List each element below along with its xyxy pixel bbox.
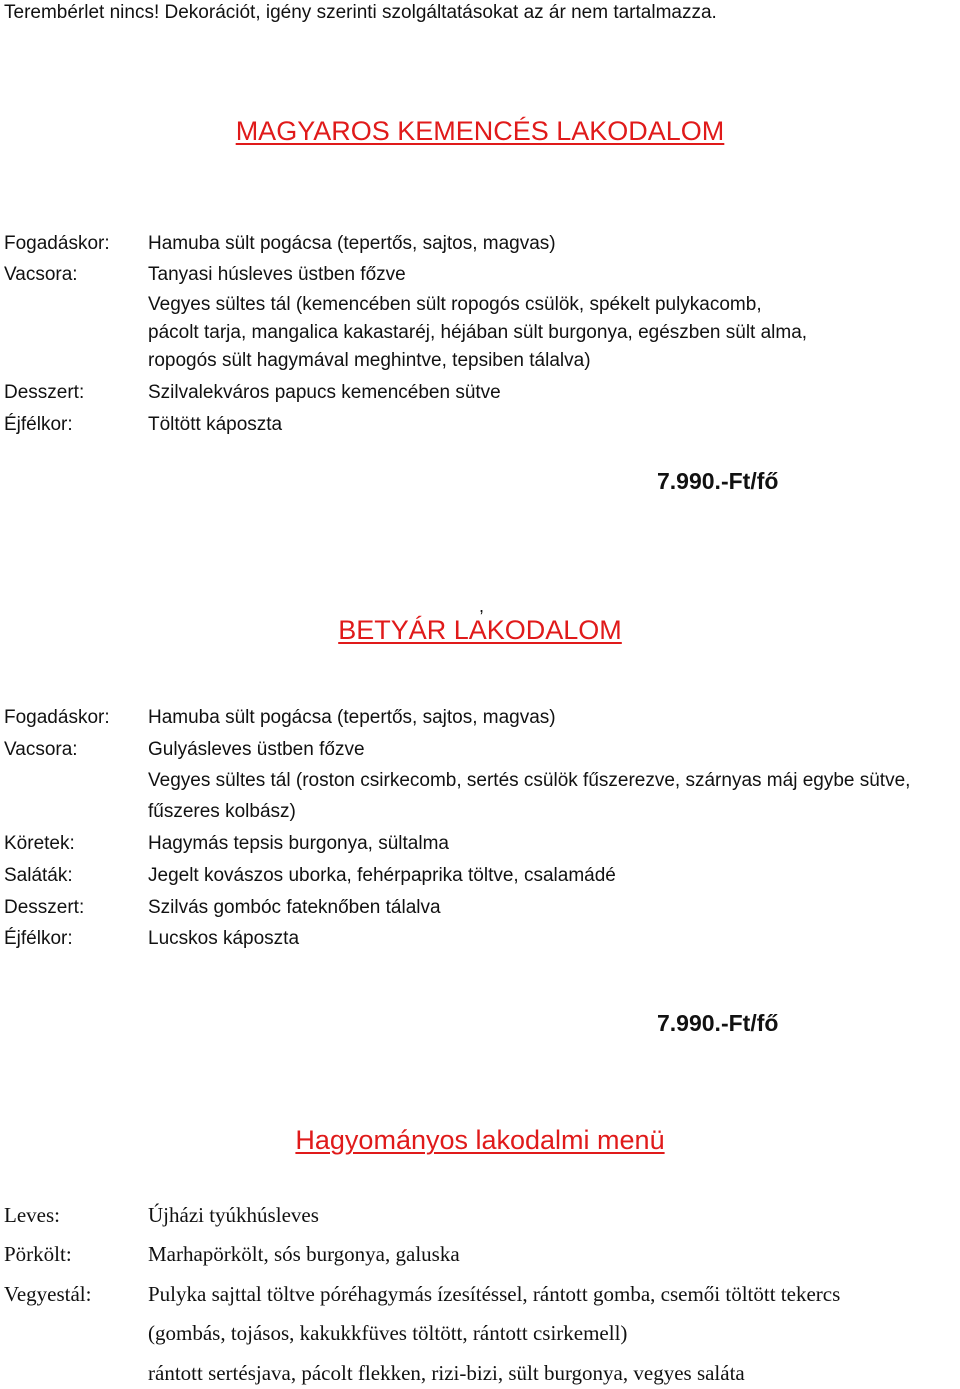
- menu-line: pácolt tarja, mangalica kakastaréj, héjában sült burgonya, egészben sült alma,: [148, 322, 808, 343]
- pricing-note: Terembérlet nincs! Dekorációt, igény szerinti szolgáltatásokat az ár nem tartalmazza.: [4, 2, 717, 23]
- label-fogadaskor: Fogadáskor:: [4, 233, 110, 254]
- label-leves: Leves:: [4, 1203, 60, 1227]
- menu-line: Vegyes sültes tál (kemencében sült ropogós csülök, spékelt pulykacomb,: [148, 294, 762, 315]
- label-salatak: Saláták:: [4, 865, 73, 886]
- label-fogadaskor: Fogadáskor:: [4, 707, 110, 728]
- menu-line: Hamuba sült pogácsa (tepertős, sajtos, magvas): [148, 233, 556, 254]
- label-vacsora: Vacsora:: [4, 739, 78, 760]
- label-porkolt: Pörkölt:: [4, 1242, 72, 1266]
- menu-line: Szilvalekváros papucs kemencében sütve: [148, 382, 501, 403]
- menu-line: Marhapörkölt, sós burgonya, galuska: [148, 1242, 460, 1266]
- label-koretek: Köretek:: [4, 833, 75, 854]
- label-vegyestal: Vegyestál:: [4, 1282, 92, 1306]
- menu-line: Újházi tyúkhúsleves: [148, 1203, 319, 1227]
- label-ejfelkor: Éjfélkor:: [4, 414, 73, 435]
- menu-line: Tanyasi húsleves üstben főzve: [148, 264, 406, 285]
- menu-title-kemences: MAGYAROS KEMENCÉS LAKODALOM: [235, 116, 725, 146]
- menu-line: Jegelt kovászos uborka, fehérpaprika töltve, csalamádé: [148, 865, 616, 886]
- menu-line: Hamuba sült pogácsa (tepertős, sajtos, magvas): [148, 707, 556, 728]
- menu-line: Lucskos káposzta: [148, 928, 300, 949]
- menu-line: Töltött káposzta: [148, 414, 283, 435]
- menu-line: Vegyes sültes tál (roston csirkecomb, sertés csülök fűszerezve, szárnyas máj egybe sütve,: [148, 770, 911, 791]
- menu-line: fűszeres kolbász): [148, 801, 296, 822]
- menu-line: Pulyka sajttal töltve póréhagymás ízesítéssel, rántott gomba, csemői töltött tekercs: [148, 1282, 841, 1306]
- label-vacsora: Vacsora:: [4, 264, 78, 285]
- stray-comma: ,: [479, 596, 485, 616]
- menu-line: Szilvás gombóc fateknőben tálalva: [148, 897, 441, 918]
- menu-line: rántott sertésjava, pácolt flekken, rizi-bizi, sült burgonya, vegyes saláta: [148, 1361, 745, 1385]
- label-desszert: Desszert:: [4, 897, 85, 918]
- menu-line: Gulyásleves üstben főzve: [148, 739, 365, 760]
- label-desszert: Desszert:: [4, 382, 85, 403]
- menu-title-betyar: BETYÁR LAKODALOM: [338, 615, 622, 645]
- menu-price: 7.990.-Ft/fő: [657, 1010, 779, 1036]
- label-ejfelkor: Éjfélkor:: [4, 928, 73, 949]
- menu-title-hagyomanyos: Hagyományos lakodalmi menü: [295, 1125, 665, 1155]
- menu-price: 7.990.-Ft/fő: [657, 468, 779, 494]
- menu-line: (gombás, tojásos, kakukkfüves töltött, rántott csirkemell): [148, 1321, 628, 1345]
- menu-line: Hagymás tepsis burgonya, sültalma: [148, 833, 449, 854]
- menu-line: ropogós sült hagymával meghintve, tepsiben tálalva): [148, 350, 591, 371]
